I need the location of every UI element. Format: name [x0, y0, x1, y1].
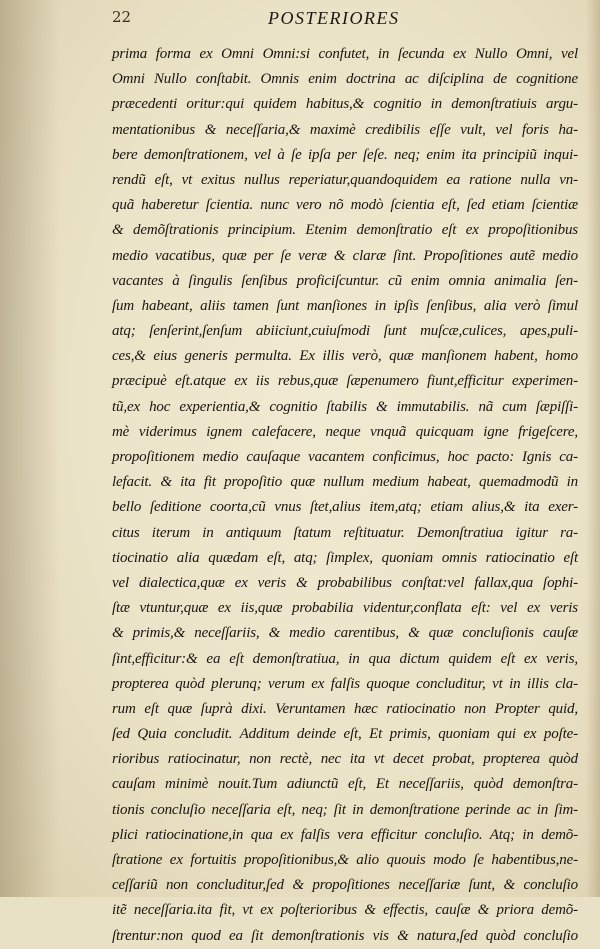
text-line: rendũ eſt, vt exitus nullus reperiatur,quandoquidem ea ratione nulla vn- — [112, 171, 578, 188]
text-line: Omni Nullo conſtabit. Omnis enim doctrina ac diſciplina de cognitione — [112, 71, 578, 88]
text-line: præcedenti oritur:qui quidem habitus,& cognitio in demonſtratiuis argu- — [112, 96, 578, 113]
text-line: ces,& eius generis permulta. Ex illis verò, quæ manſionem habent, homo — [112, 348, 578, 365]
text-line: propterea quòd plerunq; verum ex falſis quoque concluditur, vt in illis cla- — [112, 675, 578, 692]
text-line: itẽ neceſſaria.ita fit, vt ex poſterioribus & effectis, cauſæ & priora demõ- — [112, 902, 578, 919]
text-line: mentationibus & neceſſaria,& maximè credibilis eſſe vult, vel foris ha- — [112, 121, 578, 138]
text-line: ſum habeant, aliis tamen ſunt manſiones in ipſis ſenſibus, alia verò ſimul — [112, 297, 578, 314]
text-line: lefacit. & ita fit propoſitio quæ nullum medium habeat, quemadmodũ in — [112, 474, 578, 491]
text-line: bere demonſtrationem, vel à ſe ipſa per ſeſe. neq; enim ita principiũ inqui- — [112, 146, 578, 163]
text-line: & demõſtrationis principium. Etenim demonſtratio eſt ex propoſitionibus — [112, 222, 578, 239]
text-line: rum eſt quæ ſuprà dixi. Veruntamen hæc ratiocinatio non Propter quid, — [112, 700, 578, 717]
page-edge-shadow — [586, 0, 600, 897]
text-line: tũ,ex hoc experientia,& cognitio ſtabilis & immutabilis. nã cum ſæpiſſi- — [112, 398, 578, 415]
text-line: quã haberetur ſcientia. nunc vero nõ modò ſcientia eſt, ſed etiam ſcientiæ — [112, 197, 578, 214]
text-line: ſtæ vtuntur,quæ ex iis,quæ probabilia videntur,conflata eſt: vel ex veris — [112, 600, 578, 617]
text-line: vel dialectica,quæ ex veris & probabilibus conſtat:vel fallax,qua ſophi- — [112, 574, 578, 591]
text-line: cauſam minimè nouit.Tum adiunctũ eſt, Et neceſſariis, quòd demonſtra- — [112, 776, 578, 793]
text-line: vacantes à ſingulis ſenſibus proficiſcuntur. cũ enim omnia animalia ſen- — [112, 272, 578, 289]
text-line: ſint,efficitur:& ea eſt demonſtratiua, in qua dictum quidem eſt ex veris, — [112, 650, 578, 667]
text-line: medio vacatibus, quæ per ſe veræ & claræ ſint. Propoſitiones autẽ medio — [112, 247, 578, 264]
text-line: bello ſeditione coorta,cũ vnus ſtet,alius item,atq; etiam alius,& ita exer- — [112, 499, 578, 516]
text-line: tionis concluſio neceſſaria eſt, neq; ſit in demonſtratione perinde ac in ſim- — [112, 801, 578, 818]
text-line: prima forma ex Omni Omni:si confutet, in ſecunda ex Nullo Omni, vel — [112, 46, 578, 62]
running-head: POSTERIORES — [268, 8, 400, 28]
text-line: plici ratiocinatione,in qua ex falſis vera efficitur concluſio. Atq; in demõ- — [112, 826, 578, 843]
text-line: mè viderimus ignem calefacere, neque vnquã quicquam igne frigeſcere, — [112, 423, 578, 440]
text-line: præcipuè eſt.atque ex iis rebus,quæ ſæpenumero fiunt,efficitur experimen- — [112, 373, 578, 390]
text-line: ſtratione ex fortuitis propoſitionibus,& alio quouis modo ſe habentibus,ne- — [112, 852, 578, 868]
text-line: ſtrentur:non quod ea ſit demonſtrationis vis & natura,ſed quòd concluſio — [112, 927, 578, 944]
text-line: ceſſariũ non concluditur,ſed & propoſitiones neceſſariæ ſunt, & concluſio — [112, 877, 578, 894]
text-line: atq; ſenſerint,ſenſum abiiciunt,cuiuſmodi ſunt muſcæ,culices, apes,puli- — [112, 323, 578, 340]
text-line: & primis,& neceſſariis, & medio carentibus, & quæ concluſionis cauſæ — [112, 625, 578, 642]
page-number: 22 — [112, 8, 132, 26]
text-line: citus iterum in antiquum ſtatum reſtituatur. Demonſtratiua igitur ra- — [112, 524, 578, 541]
text-line: ſed Quia concludit. Additum deinde eſt, Et primis, quoniam qui ex poſte- — [112, 726, 578, 743]
text-line: tiocinatio alia quædam eſt, atq; ſimplex, quoniam omnis ratiocinatio eſt — [112, 549, 578, 566]
gutter-shadow — [0, 0, 60, 897]
text-line: rioribus ratiocinatur, non rectè, nec ita vt decet probat, propterea quòd — [112, 751, 578, 768]
text-line: propoſitionem medio cauſaque vacantem conficimus, hoc pacto: Ignis ca- — [112, 449, 578, 465]
body-text — [112, 42, 578, 949]
